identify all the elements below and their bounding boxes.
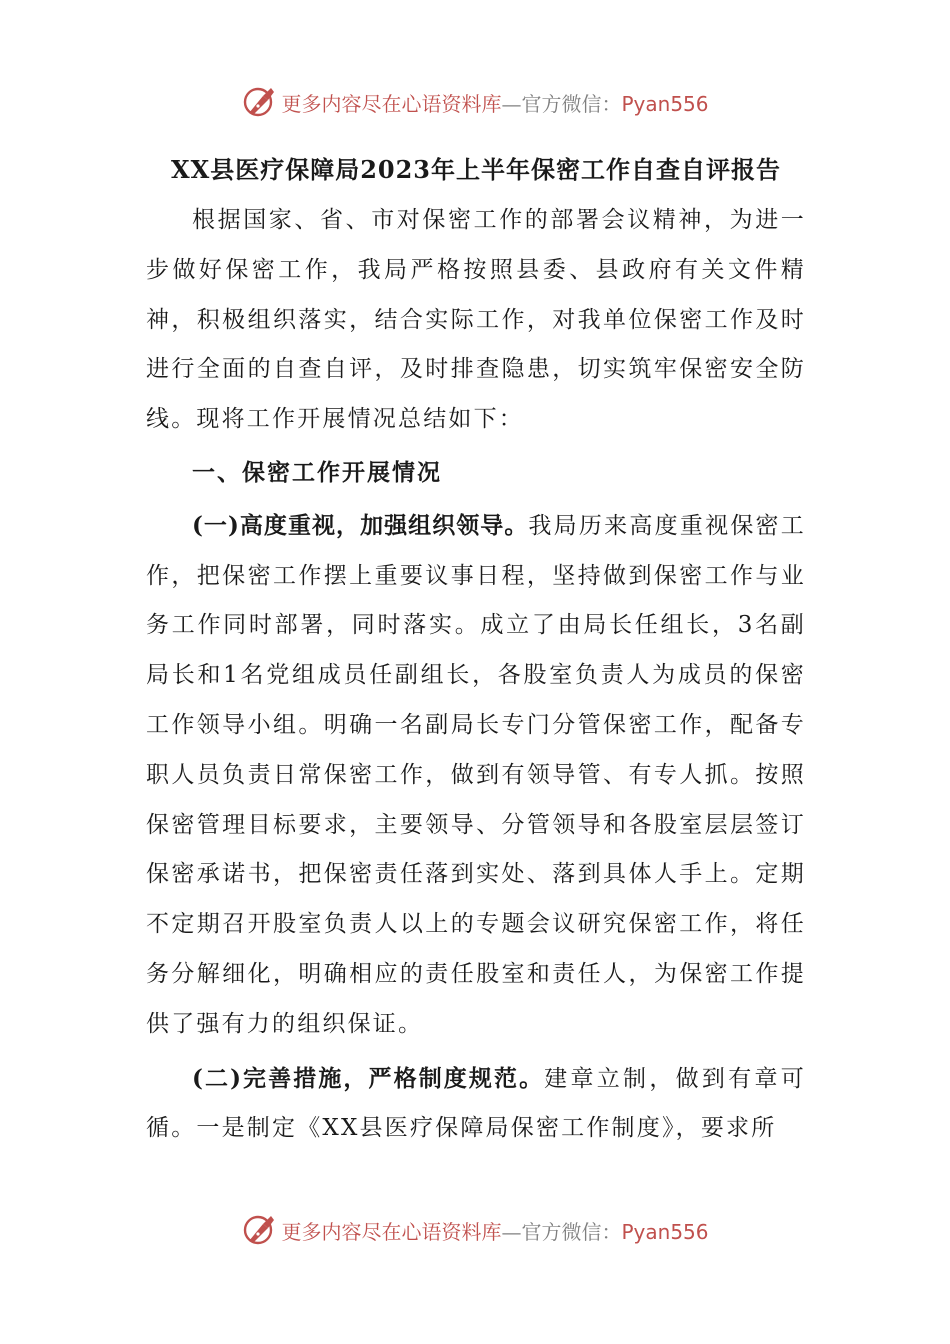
item-1-paragraph: [146, 501, 806, 1050]
banner-text: [281, 88, 708, 117]
section-heading-1: 一、保密工作开展情况: [192, 458, 442, 486]
item-1-lead: (一)高度重视，加强组织领导。: [192, 511, 529, 539]
item-2-body: 建章立制，做到有章可循。一是制定《XX县医疗保障局保密工作制度》，要求所: [146, 1065, 807, 1142]
item-1-body: 我局历来高度重视保密工作，把保密工作摆上重要议事日程，坚持做到保密工作与业务工作同时部署，同时落实。成立了由局长任组长，3名副局长和1名党组成员任副组长，各股室负责人为成员的保密工作领导小组。明确一名副局长专门分管保密工作，配备专职人员负责日常保密工作，做到有领导管、有专人抓。按照保密管理目标要求，主要领导、分管领导和各股室层层签订保密承诺书，把保密责任落到实处、落到具体人手上。定期不定期召开股室负责人以上的专题会议研究保密工作，将任务分解细化，明确相应的责任股室和责任人，为保密工作提供了强有力的组织保证。: [146, 512, 807, 1037]
banner-text: [281, 1216, 708, 1245]
banner-wechat-label: —官方微信：: [501, 1219, 622, 1244]
banner-library-name: 更多内容尽在心语资料库: [281, 91, 502, 116]
item-2-lead: (二)完善措施，严格制度规范。: [192, 1064, 545, 1092]
document-title: XX县医疗保障局2023年上半年保密工作自查自评报告: [170, 155, 782, 184]
document-body: [146, 150, 806, 1154]
header-banner: [0, 80, 950, 124]
banner-wechat-id: Pyan556: [621, 91, 709, 116]
item-2-paragraph: [146, 1054, 806, 1155]
banner-library-name: 更多内容尽在心语资料库: [281, 1219, 502, 1244]
pen-nib-circle-icon: [241, 1212, 277, 1248]
intro-paragraph: 根据国家、省、市对保密工作的部署会议精神，为进一步做好保密工作，我局严格按照县委、县政府有关文件精神，积极组织落实，结合实际工作，对我单位保密工作及时进行全面的自查自评，及时排查隐患，切实筑牢保密安全防线。现将工作开展情况总结如下：: [146, 207, 806, 433]
banner-wechat-id: Pyan556: [621, 1219, 709, 1244]
footer-banner: [0, 1208, 950, 1252]
banner-wechat-label: —官方微信：: [501, 91, 622, 116]
pen-nib-circle-icon: [241, 84, 277, 120]
